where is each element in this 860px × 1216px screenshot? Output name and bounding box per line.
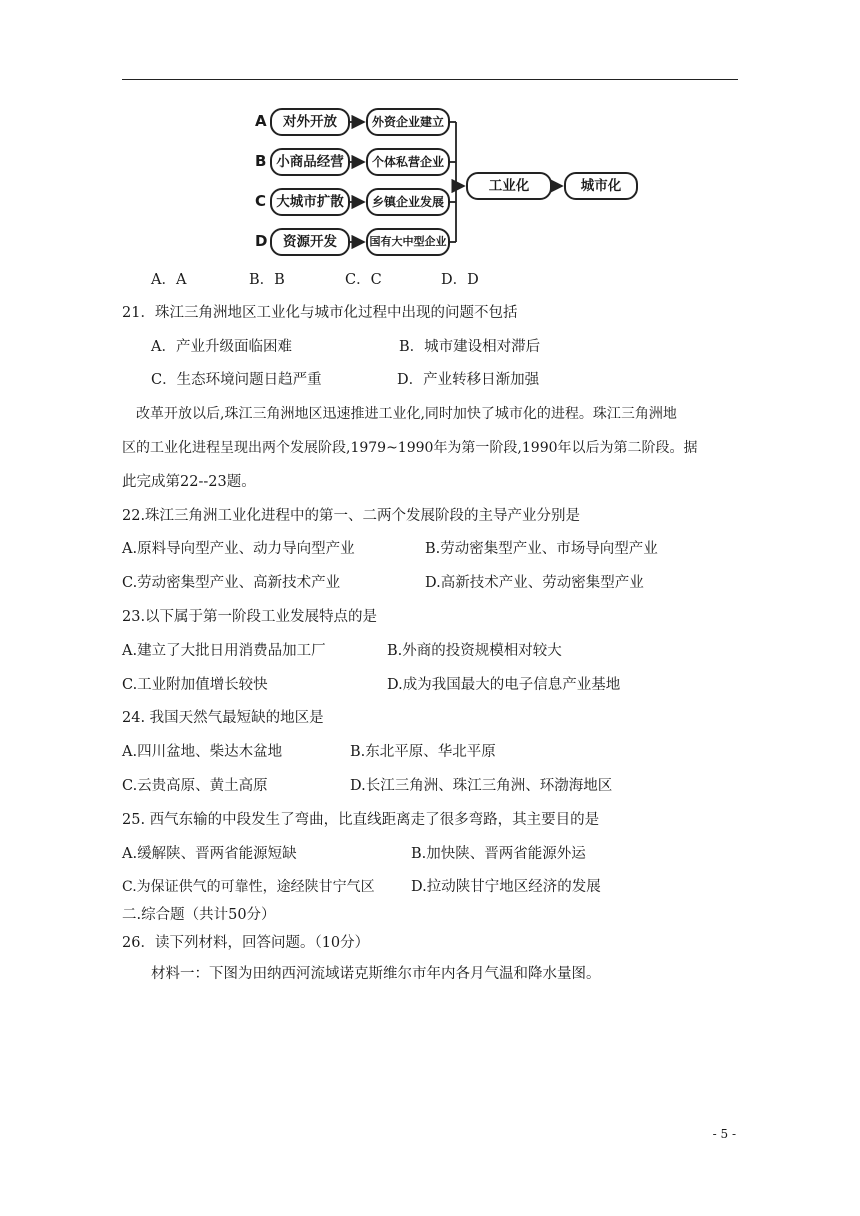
diagram-box-state-enterprise: 国有大中型企业 <box>366 228 450 256</box>
passage-line-3: 此完成第22--23题。 <box>122 474 256 490</box>
diagram-box-urbanization: 城市化 <box>564 172 638 200</box>
q24-stem: 24. 我国天然气最短缺的地区是 <box>122 710 324 726</box>
q20-option-d: D．D <box>441 272 479 288</box>
q23-option-a: A.建立了大批日用消费品加工厂 <box>122 643 326 659</box>
industrialization-flow-diagram <box>250 100 650 260</box>
q22-stem: 22.珠江三角洲工业化进程中的第一、二两个发展阶段的主导产业分别是 <box>122 508 581 524</box>
q24-option-c: C.云贵高原、黄土高原 <box>122 778 268 794</box>
q25-stem: 25. 西气东输的中段发生了弯曲，比直线距离走了很多弯路，其主要目的是 <box>122 812 600 828</box>
q21-option-b: B．城市建设相对滞后 <box>399 339 541 355</box>
diagram-box-small-commodity: 小商品经营 <box>270 148 350 176</box>
q21-option-c: C．生态环境问题日趋严重 <box>151 372 322 388</box>
q22-option-a: A.原料导向型产业、动力导向型产业 <box>122 541 355 557</box>
diagram-box-township-enterprise: 乡镇企业发展 <box>366 188 450 216</box>
passage-line-1: 改革开放以后,珠江三角洲地区迅速推进工业化,同时加快了城市化的进程。珠江三角洲地 <box>136 406 677 422</box>
q22-option-b: B.劳动密集型产业、市场导向型产业 <box>425 541 658 557</box>
q21-option-a: A．产业升级面临困难 <box>151 339 292 355</box>
q24-option-d: D.长江三角洲、珠江三角洲、环渤海地区 <box>350 778 613 794</box>
diagram-letter-a: A <box>255 112 267 130</box>
q20-option-a: A．A <box>151 272 187 288</box>
q23-option-d: D.成为我国最大的电子信息产业基地 <box>387 677 621 693</box>
header-rule <box>122 79 738 80</box>
page-number: - 5 - <box>712 1127 736 1141</box>
q20-option-b: B．B <box>249 272 285 288</box>
q23-stem: 23.以下属于第一阶段工业发展特点的是 <box>122 609 378 625</box>
diagram-letter-d: D <box>255 232 268 250</box>
q21-stem: 21．珠江三角洲地区工业化与城市化过程中出现的问题不包括 <box>122 305 518 321</box>
q25-option-a: A.缓解陕、晋两省能源短缺 <box>122 846 297 862</box>
q23-option-b: B.外商的投资规模相对较大 <box>387 643 562 659</box>
q23-option-c: C.工业附加值增长较快 <box>122 677 268 693</box>
diagram-letter-c: C <box>255 192 267 210</box>
q25-option-c: C.为保证供气的可靠性，途经陕甘宁气区 <box>122 879 375 895</box>
q24-option-b: B.东北平原、华北平原 <box>350 744 496 760</box>
diagram-box-city-diffusion: 大城市扩散 <box>270 188 350 216</box>
q25-option-d: D.拉动陕甘宁地区经济的发展 <box>411 879 601 895</box>
q26-stem: 26．读下列材料，回答问题。（10分） <box>122 935 370 951</box>
section-2-heading: 二.综合题（共计50分） <box>122 907 276 923</box>
q21-option-d: D．产业转移日渐加强 <box>397 372 540 388</box>
diagram-box-industrialization: 工业化 <box>466 172 552 200</box>
diagram-letter-b: B <box>255 152 267 170</box>
q22-option-d: D.高新技术产业、劳动密集型产业 <box>425 575 644 591</box>
diagram-box-opening-up: 对外开放 <box>270 108 350 136</box>
q20-option-c: C．C <box>345 272 382 288</box>
diagram-box-resource-development: 资源开发 <box>270 228 350 256</box>
diagram-box-foreign-enterprise: 外资企业建立 <box>366 108 450 136</box>
q24-option-a: A.四川盆地、柴达木盆地 <box>122 744 283 760</box>
q26-material-1: 材料一：下图为田纳西河流域诺克斯维尔市年内各月气温和降水量图。 <box>151 966 601 982</box>
passage-line-2: 区的工业化进程呈现出两个发展阶段,1979~1990年为第一阶段,1990年以后为第二阶段。据 <box>122 440 698 456</box>
q25-option-b: B.加快陕、晋两省能源外运 <box>411 846 586 862</box>
q22-option-c: C.劳动密集型产业、高新技术产业 <box>122 575 341 591</box>
diagram-box-private-enterprise: 个体私营企业 <box>366 148 450 176</box>
